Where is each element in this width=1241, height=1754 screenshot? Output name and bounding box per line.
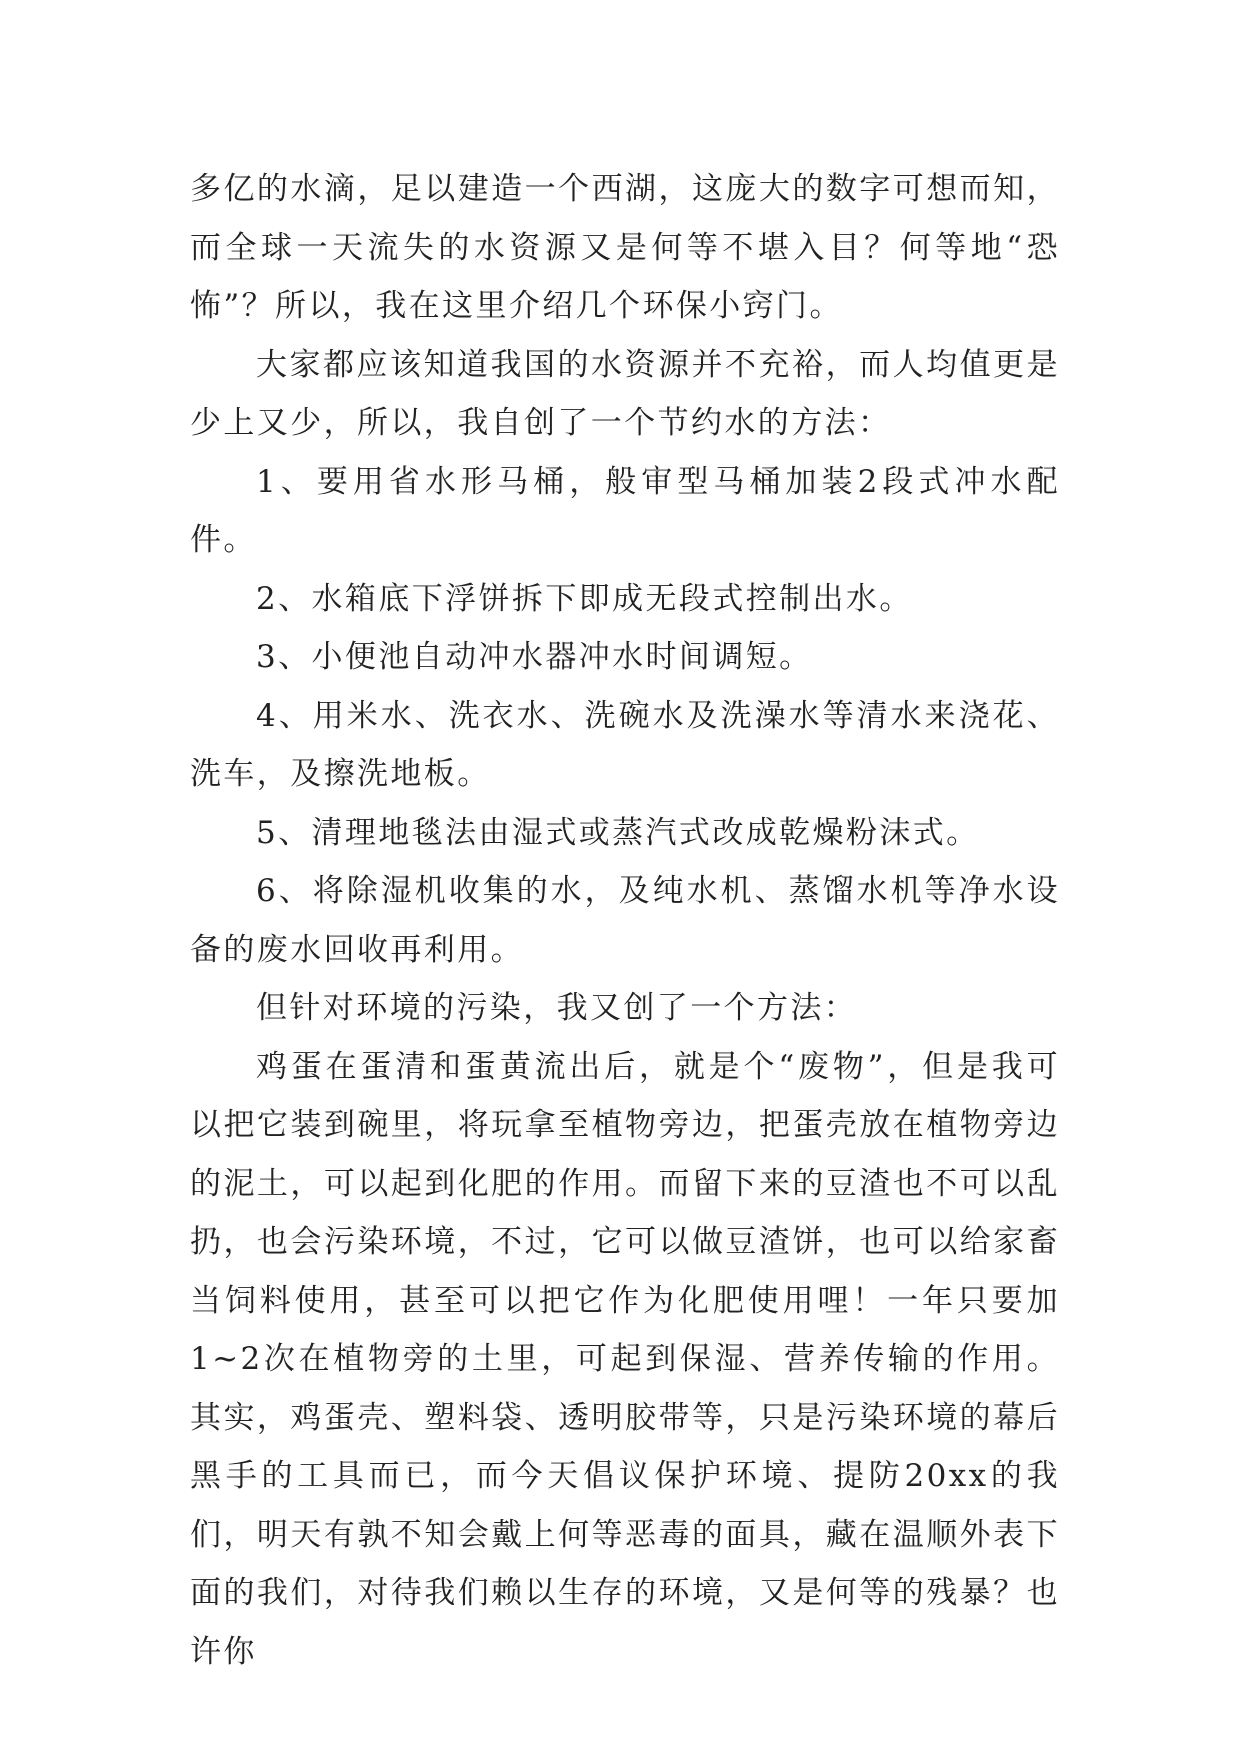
document-body	[190, 160, 1060, 1681]
list-item-3: 3、小便池自动冲水器冲水时间调短。	[256, 639, 813, 675]
list-item-4: 4、用米水、洗衣水、洗碗水及洗澡水等清水来浇花、洗车，及擦洗地板。	[190, 697, 1060, 792]
paragraph-4: 鸡蛋在蛋清和蛋黄流出后，就是个“废物”，但是我可以把它装到碗里，将玩拿至植物旁边，把蛋壳放在植物旁边的泥土，可以起到化肥的作用。而留下来的豆渣也不可以乱扔，也会污染环境，不过，它可以做豆渣饼，也可以给家畜当饲料使用，甚至可以把它作为化肥使用哩！一年只要加1~2次在植物旁的土里，可起到保湿、营养传输的作用。其实，鸡蛋壳、塑料袋、透明胶带等，只是污染环境的幕后黑手的工具而已，而今天倡议保护环境、提防20xx的我们，明天有孰不知会戴上何等恶毒的面具，藏在温顺外表下面的我们，对待我们赖以生存的环境，又是何等的残暴？也许你	[190, 1048, 1060, 1670]
paragraph-2: 大家都应该知道我国的水资源并不充裕，而人均值更是少上又少，所以，我自创了一个节约水的方法：	[190, 346, 1060, 441]
list-item-2: 2、水箱底下浮饼拆下即成无段式控制出水。	[256, 580, 913, 617]
list-item-6: 6、将除湿机收集的水，及纯水机、蒸馏水机等净水设备的废水回收再利用。	[190, 873, 1060, 968]
list-item-1: 1、要用省水形马桶，般审型马桶加装2段式冲水配件。	[190, 463, 1060, 558]
paragraph-1: 多亿的水滴，足以建造一个西湖，这庞大的数字可想而知，而全球一天流失的水资源又是何等不堪入目？何等地“恐怖”？所以，我在这里介绍几个环保小窍门。	[190, 171, 1060, 324]
list-item-5: 5、清理地毯法由湿式或蒸汽式改成乾燥粉沫式。	[256, 814, 980, 851]
paragraph-3: 但针对环境的污染，我又创了一个方法：	[256, 990, 858, 1026]
